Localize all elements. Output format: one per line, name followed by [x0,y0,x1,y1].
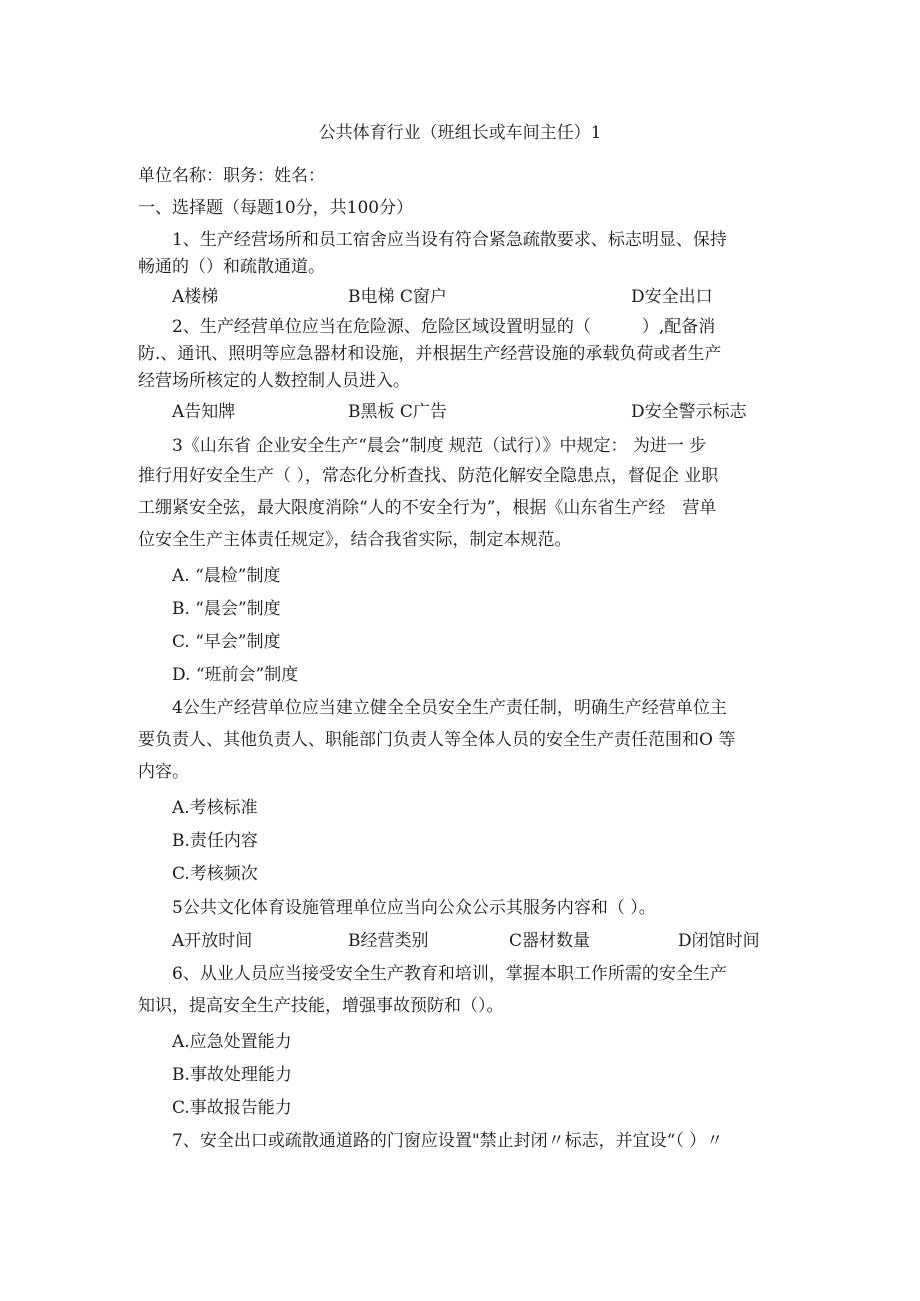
question-2-line-3: 经营场所核定的人数控制人员进入。 [138,371,410,391]
q2-option-bc: B黑板 C广告 [348,402,447,422]
q2-option-d: D安全警示标志 [631,402,747,422]
question-3-line-3: 工绷紧安全弦，最大限度消除“人的不安全行为”，根据《山东省生产经 营单 [138,498,717,518]
q1-option-a: A楼梯 [172,287,219,307]
q2-option-a: A告知牌 [172,402,236,422]
question-4-line-3: 内容。 [138,762,189,782]
question-5-line-1: 5公共文化体育设施管理单位应当向公众公示其服务内容和（ ）。 [172,898,656,918]
question-1-line-1: 1、生产经营场所和员工宿舍应当设有符合紧急疏散要求、标志明显、保持 [172,230,727,250]
q4-option-b: B.责任内容 [172,831,258,851]
question-3-line-2: 推行用好安全生产（ ），常态化分析查找、防范化解安全隐患点，督促企 业职 [138,466,719,486]
q3-option-d: D. “班前会”制度 [172,665,299,685]
header-fields: 单位名称：职务：姓名： [138,166,325,186]
document-title: 公共体育行业（班组长或车间主任）1 [318,123,602,143]
q5-option-d: D闭馆时间 [678,931,760,951]
question-3-line-4: 位安全生产主体责任规定》，结合我省实际，制定本规范。 [138,530,572,550]
q1-option-bc: B电梯 C窗户 [348,287,447,307]
question-4-line-2: 要负责人、其他负责人、职能部门负责人等全体人员的安全生产责任范围和O 等 [138,730,736,750]
q6-option-b: B.事故处理能力 [172,1065,292,1085]
question-2-line-2: 防.、通讯、照明等应急器材和设施，并根据生产经营设施的承载负荷或者生产 [138,344,722,364]
question-2-line-1: 2、生产经营单位应当在危险源、危险区域设置明显的（ ）,配备消 [172,317,716,337]
q4-option-c: C.考核频次 [172,864,258,884]
question-6-line-2: 知识，提高安全生产技能，增强事故预防和（）。 [138,996,504,1016]
q4-option-a: A.考核标准 [172,798,258,818]
q1-option-d: D安全出口 [631,287,713,307]
q3-option-b: B. “晨会”制度 [172,599,281,619]
q5-option-a: A开放时间 [172,931,253,951]
q6-option-a: A.应急处置能力 [172,1032,292,1052]
question-3-line-1: 3《山东省 企业安全生产“晨会”制度 规范（试行）》中规定： 为进一 步 [172,436,707,456]
q5-option-c: C器材数量 [509,931,591,951]
question-6-line-1: 6、从业人员应当接受安全生产教育和培训，掌握本职工作所需的安全生产 [172,964,727,984]
section-heading: 一、选择题（每题10分，共100分） [138,198,414,218]
question-1-line-2: 畅通的（）和疏散通道。 [138,257,325,277]
q3-option-c: C. “早会”制度 [172,632,281,652]
q5-option-b: B经营类别 [348,931,429,951]
question-7-line-1: 7、安全出口或疏散通道路的门窗应设置"禁止封闭〃标志，并宜设“（ ）〃 [172,1131,724,1151]
q3-option-a: A. “晨检”制度 [172,566,281,586]
q6-option-c: C.事故报告能力 [172,1098,292,1118]
question-4-line-1: 4公生产经营单位应当建立健全全员安全生产责任制，明确生产经营单位主 [172,698,727,718]
